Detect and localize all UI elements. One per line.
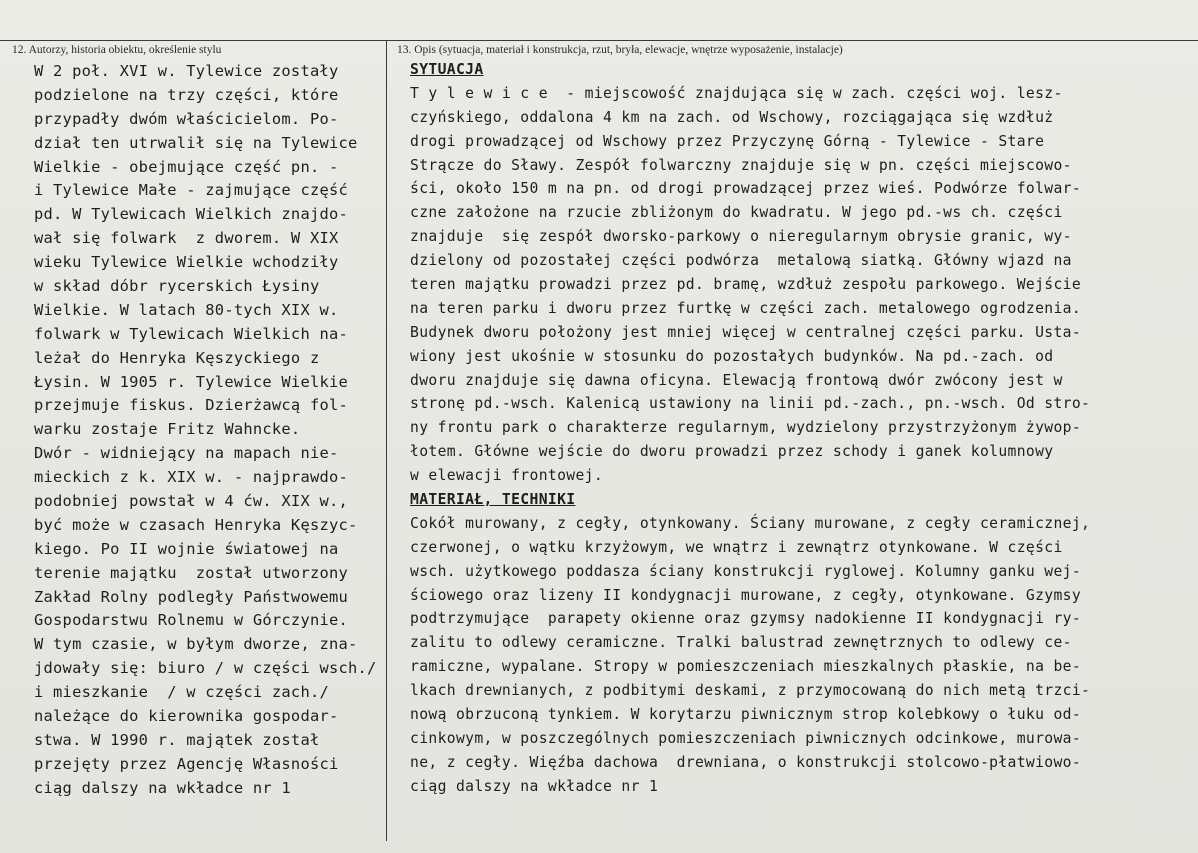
description-text-line: ściowego oraz lizeny II kondygnacji murowane, z cegły, otynkowane. Gzymsy xyxy=(410,586,1082,604)
history-text-line: Wielkie - obejmujące część pn. - xyxy=(34,157,339,176)
history-text-line: przypadły dwóm właścicielom. Po- xyxy=(34,109,339,128)
history-text-line: wieku Tylewice Wielkie wchodziły xyxy=(34,253,339,272)
history-column xyxy=(34,60,386,801)
history-text-line: W 2 poł. XVI w. Tylewice zostały xyxy=(34,62,339,80)
description-text-line: stronę pd.-wsch. Kalenicą ustawiony na linii pd.-zach., pn.-wsch. Od stro- xyxy=(410,395,1091,413)
history-text-line: w skład dóbr rycerskich Łysiny xyxy=(34,277,320,296)
description-text-line: dzielony od pozostałej części podwórza metalową siatką. Główny wjazd na xyxy=(410,252,1072,270)
description-text-line: ramiczne, wypalane. Stropy w pomieszczeniach mieszkalnych płaskie, na be- xyxy=(410,658,1082,676)
description-text-line: cinkowym, w poszczególnych pomieszczeniach piwnicznych odcinkowe, murowa- xyxy=(410,729,1082,747)
history-text-line: leżał do Henryka Kęszyckiego z xyxy=(34,348,320,367)
continuation-note: ciąg dalszy na wkładce nr 1 xyxy=(34,778,291,797)
description-text-line: w elewacji frontowej. xyxy=(410,467,604,485)
description-text-line: lkach drewnianych, z podbitymi deskami, z przymocowaną do nich metą trzci- xyxy=(410,682,1091,700)
description-text-line: nową obrzuconą tynkiem. W korytarzu piwnicznym strop kolebkowy o łuku od- xyxy=(410,706,1082,724)
history-text-line: Wielkie. W latach 80-tych XIX w. xyxy=(34,300,339,319)
description-text-line: wsch. użytkowego poddasza ściany konstrukcji ryglowej. Kolumny ganku wej- xyxy=(410,562,1082,580)
history-text-line: podobniej powstał w 4 ćw. XIX w., xyxy=(34,492,349,511)
description-text-line: na teren parku i dworu przez furtkę w części zach. metalowego ogrodzenia. xyxy=(410,299,1082,317)
history-text-line: wał się folwark z dworem. W XIX xyxy=(34,229,339,248)
history-text-line: folwark w Tylewicach Wielkich na- xyxy=(34,324,349,343)
description-text-line: czerwonej, o wątku krzyżowym, we wnątrz i zewnątrz otynkowane. W części xyxy=(410,538,1063,556)
history-text-line: jdowały się: biuro / w części wsch./ xyxy=(34,659,377,678)
history-text-line: należące do kierownika gospodar- xyxy=(34,707,339,726)
continuation-note: ciąg dalszy na wkładce nr 1 xyxy=(410,777,659,795)
description-text-line: ści, około 150 m na pn. od drogi prowadzącej przez wieś. Podwórze folwar- xyxy=(410,180,1082,198)
description-text-line: czyńskiego, oddalona 4 km na zach. od Wschowy, rozciągająca się wzdłuż xyxy=(410,108,1054,126)
header-rule xyxy=(0,40,1198,41)
history-text-line: przejęty przez Agencję Własności xyxy=(34,754,339,773)
history-text-line: pd. W Tylewicach Wielkich znajdo- xyxy=(34,205,349,224)
description-text-line: Cokół murowany, z cegły, otynkowany. Ściany murowane, z cegły ceramicznej, xyxy=(410,514,1091,532)
history-text-line: i Tylewice Małe - zajmujące część xyxy=(34,181,349,200)
history-text-line: kiego. Po II wojnie światowej na xyxy=(34,539,339,558)
column-divider xyxy=(386,40,387,841)
section-title: SYTUACJA xyxy=(410,61,484,78)
history-text-line: i mieszkanie / w części zach./ xyxy=(34,683,329,702)
history-text-line: Zakład Rolny podległy Państwowemu xyxy=(34,587,349,606)
description-text-line: podtrzymujące parapety okienne oraz gzymsy nadokienne II kondygnacji ry- xyxy=(410,610,1082,628)
description-text-line: Strącze do Sławy. Zespół folwarczny znajduje się w pn. części miejscowo- xyxy=(410,156,1072,174)
history-text-line: terenie majątku został utworzony xyxy=(34,563,349,582)
description-text-line: znajduje się zespół dworsko-parkowy o nieregularnym obrysie granic, wy- xyxy=(410,228,1072,246)
history-text-line: stwa. W 1990 r. majątek został xyxy=(34,730,320,749)
description-section-header: 13. Opis (sytuacja, materiał i konstrukcja, rzut, bryła, elewacje, wnętrze wyposażenie, instalacje) xyxy=(397,44,843,56)
description-text-line: teren majątku prowadzi przez pd. bramę, wzdłuż zespołu parkowego. Wejście xyxy=(410,276,1082,294)
description-text-line: ny frontu park o charakterze regularnym, wydzielony przystrzyżonym żywop- xyxy=(410,419,1082,437)
history-text-line: Gospodarstwu Rolnemu w Górczynie. xyxy=(34,611,349,630)
description-text-line: czne założone na rzucie zbliżonym do kwadratu. W jego pd.-ws ch. części xyxy=(410,204,1063,222)
description-text-line: T y l e w i c e - miejscowość znajdująca się w zach. części woj. lesz- xyxy=(410,84,1063,102)
history-text-line: mieckich z k. XIX w. - najprawdo- xyxy=(34,468,349,487)
history-section-header: 12. Autorzy, historia obiektu, określenie stylu xyxy=(12,44,222,56)
description-text-line: wiony jest ukośnie w stosunku do pozostałych budynków. Na pd.-zach. od xyxy=(410,347,1054,365)
description-text-line: ne, z cegły. Więźba dachowa drewniana, o konstrukcji stolcowo-płatwiowo- xyxy=(410,753,1082,771)
history-text-line: przejmuje fiskus. Dzierżawcą fol- xyxy=(34,396,349,415)
description-column xyxy=(410,58,1195,799)
history-text-line: być może w czasach Henryka Kęszyc- xyxy=(34,515,358,534)
section-title: MATERIAŁ, TECHNIKI xyxy=(410,491,576,509)
history-text-line: Dwór - widniejący na mapach nie- xyxy=(34,444,339,463)
description-text-line: łotem. Główne wejście do dworu prowadzi przez schody i ganek kolumnowy xyxy=(410,443,1054,461)
history-text-line: W tym czasie, w byłym dworze, zna- xyxy=(34,635,358,654)
description-text-line: drogi prowadzącej od Wschowy przez Przyczynę Górną - Tylewice - Stare xyxy=(410,132,1045,150)
description-text-line: zalitu to odlewy ceramiczne. Tralki balustrad zewnętrznych to odlewy ce- xyxy=(410,634,1072,652)
history-text-line: Łysin. W 1905 r. Tylewice Wielkie xyxy=(34,372,349,391)
history-text-line: podzielone na trzy części, które xyxy=(34,85,339,104)
history-text-line: dział ten utrwalił się na Tylewice xyxy=(34,133,358,152)
description-text-line: Budynek dworu położony jest mniej więcej w centralnej części parku. Usta- xyxy=(410,323,1082,341)
history-text-line: warku zostaje Fritz Wahncke. xyxy=(34,420,301,439)
description-text-line: dworu znajduje się dawna oficyna. Elewacją frontową dwór zwócony jest w xyxy=(410,371,1063,389)
